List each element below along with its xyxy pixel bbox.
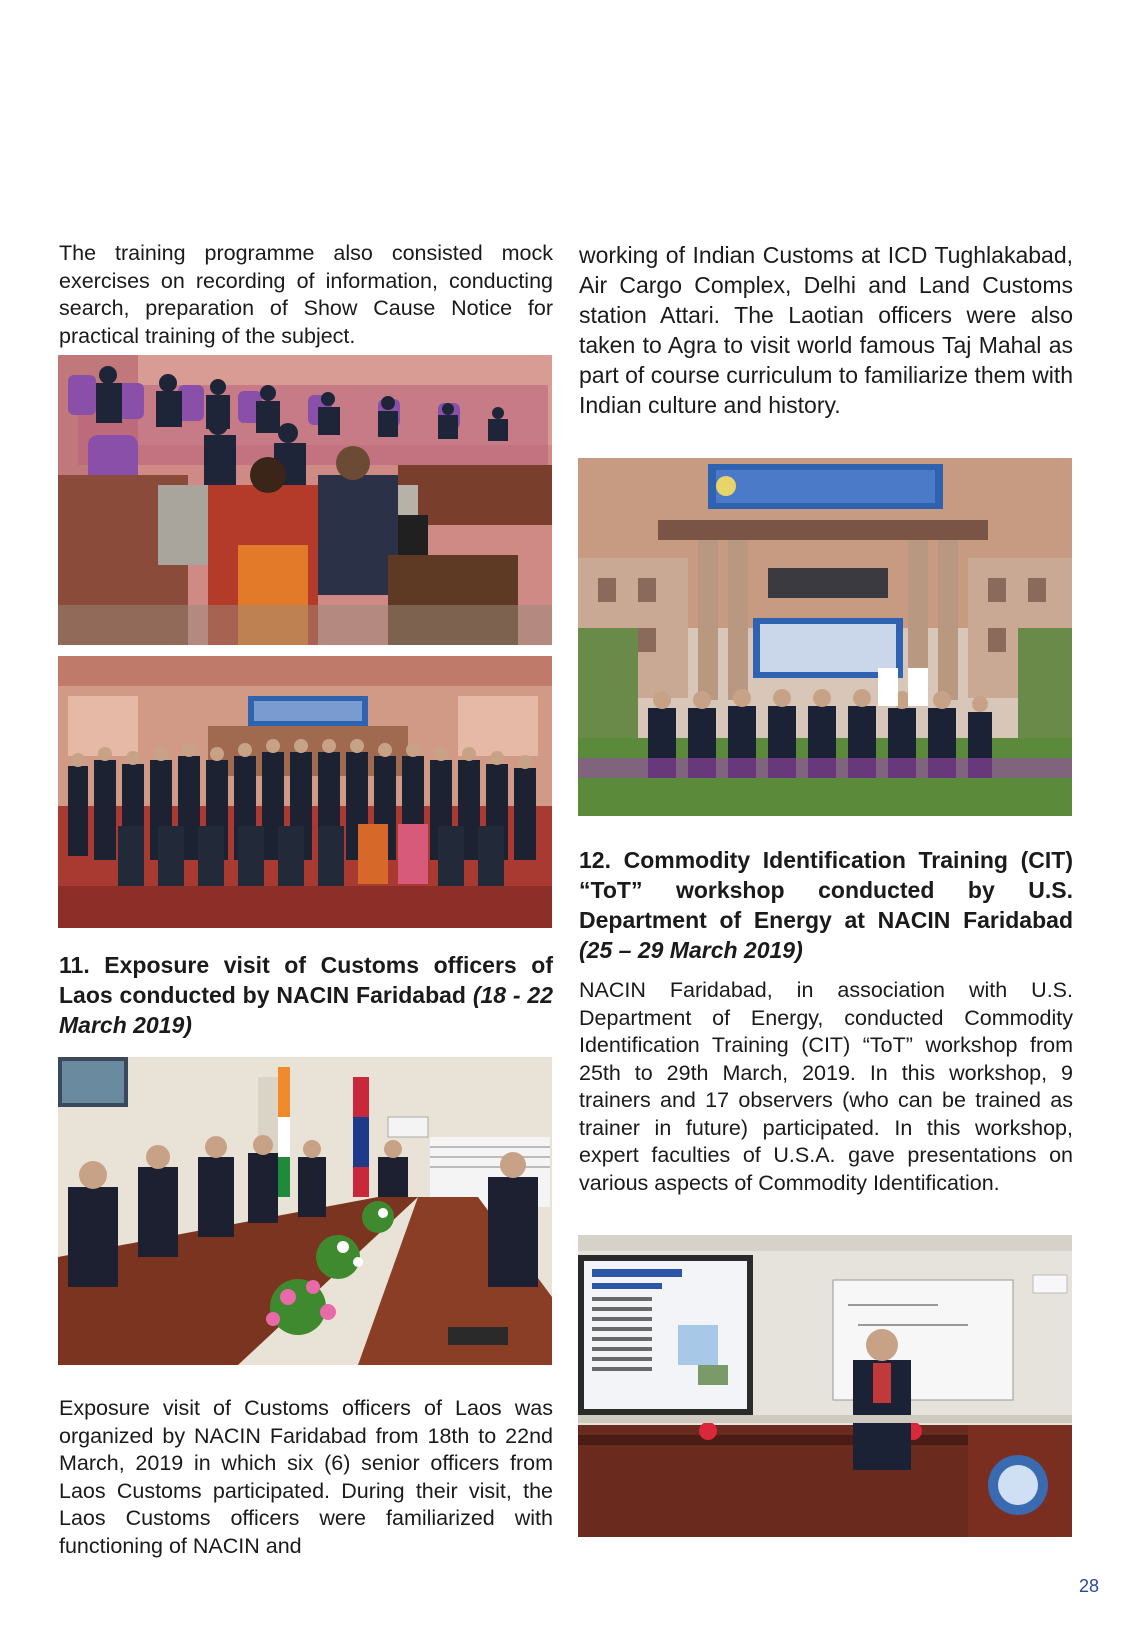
page-number: 28: [1078, 1576, 1099, 1596]
section-12-heading: [579, 845, 1073, 965]
meeting-room-photo: [58, 1057, 552, 1365]
section-12-title: 12. Commodity Identification Training (CIT) “ToT” workshop conducted by U.S. Department of Energy at NACIN Faridabad: [579, 847, 1073, 933]
right-column: [579, 240, 1073, 420]
section-12-paragraph: NACIN Faridabad, in association with U.S. Department of Energy, conducted Commodity Identification Training (CIT) “ToT” workshop from 25th to 29th March, 2019. In this workshop, 9 trainers and 17 observers (who can be trained as trainer in future) participated. In this workshop, expert faculties of U.S.A. gave presentations on various aspects of Commodity Identification.: [579, 978, 1073, 1195]
section-12: [579, 845, 1073, 1197]
section-11: [59, 950, 553, 1040]
left-column: [59, 240, 553, 350]
section-11-date: (18 - 22 March 2019): [59, 982, 554, 1038]
section-11-title: 11. Exposure visit of Customs officers of Laos conducted by NACIN Faridabad: [59, 952, 553, 1008]
intro-paragraph: The training programme also consisted mock exercises on recording of information, conducting search, preparation of Show Cause Notice for practical training of the subject.: [59, 241, 553, 348]
closing-paragraph: Exposure visit of Customs officers of Laos was organized by NACIN Faridabad from 18th to 22nd March, 2019 in which six (6) senior officers from Laos Customs participated. During their visit, the Laos Customs officers were familiarized with functioning of NACIN and: [59, 1396, 553, 1558]
presentation-photo: [578, 1235, 1072, 1537]
continuation-paragraph: working of Indian Customs at ICD Tughlakabad, Air Cargo Complex, Delhi and Land Customs station Attari. The Laotian officers were also taken to Agra to visit world famous Taj Mahal as part of course curriculum to familiarize them with Indian culture and history.: [579, 242, 1073, 418]
left-closing: [59, 1395, 553, 1560]
classroom-training-photo: [58, 355, 552, 645]
group-photo-nepal-delegation: [58, 656, 552, 928]
section-12-date: (25 – 29 March 2019): [579, 937, 803, 963]
section-11-heading: [59, 950, 553, 1040]
nacin-building-photo: [578, 458, 1072, 816]
